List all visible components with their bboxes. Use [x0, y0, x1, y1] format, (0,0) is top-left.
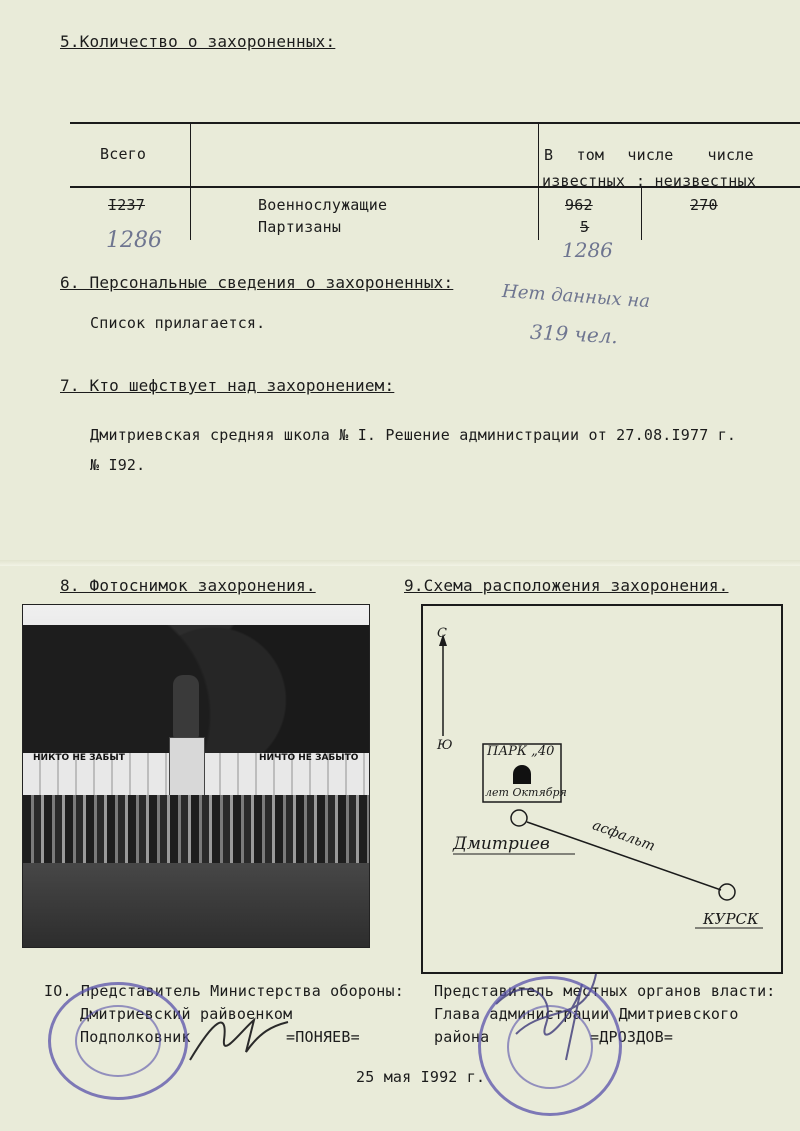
row1-known: 962	[565, 196, 593, 214]
row1-unknown: 270	[690, 196, 718, 214]
signature-right-line3: района	[434, 1028, 490, 1046]
signature-left-line1: IO. Представитель Министерства обороны:	[44, 982, 404, 1000]
compass-south-label: Ю	[437, 738, 453, 753]
signature-left-name: =ПОНЯЕВ=	[286, 1028, 360, 1046]
col-total-header: Всего	[100, 145, 147, 163]
section6-text: Список прилагается.	[90, 314, 266, 332]
col-unknown-header: : неизвестных	[636, 172, 756, 190]
park-label-line2: лет Октября	[485, 786, 567, 799]
photo-ground	[23, 863, 369, 948]
section8-heading: 8. Фотоснимок захоронения.	[60, 576, 316, 595]
section7-line1: Дмитриевская средняя школа № I. Решение администрации от 27.08.I977 г.	[90, 426, 737, 444]
kursk-point-icon	[719, 884, 735, 900]
row2-known: 5	[580, 218, 590, 236]
handwritten-known: 1286	[562, 238, 613, 262]
signature-left-line2: Дмитриевский райвоенком	[80, 1005, 293, 1023]
dmitriev-point-icon	[511, 810, 527, 826]
row1-total: I237	[108, 196, 145, 214]
section9-heading: 9.Схема расположения захоронения.	[404, 576, 729, 595]
signature-right-line2: Глава администрации Дмитриевского	[434, 1005, 739, 1023]
table-vline-3	[641, 188, 642, 240]
handwritten-total: 1286	[106, 228, 162, 253]
stamp-left	[48, 982, 188, 1100]
photo-statue	[173, 675, 199, 739]
photo-wall-text-left: НИКТО НЕ ЗАБЫТ	[33, 753, 125, 763]
stamp-right-inner	[507, 1005, 593, 1089]
section5-heading: 5.Количество о захороненных:	[60, 32, 336, 51]
road-label: асфальт	[590, 817, 658, 855]
section7-line2: № I92.	[90, 456, 146, 474]
table-top-rule	[70, 122, 800, 124]
city-start-label: Дмитриев	[453, 834, 550, 854]
compass-north-label: С	[437, 626, 447, 641]
stamp-right	[478, 976, 622, 1116]
table-vline-1	[190, 122, 191, 240]
col-including-header: В том числе числе	[544, 146, 754, 164]
row1-category: Военнослужащие	[258, 196, 388, 214]
row2-category: Партизаны	[258, 218, 342, 236]
memorial-photo	[22, 604, 370, 948]
signature-right-line1: Представитель местных органов власти:	[434, 982, 776, 1000]
handwritten-note-1: Нет данных на	[501, 280, 651, 313]
monument-icon	[513, 765, 531, 784]
park-label-line1: ПАРК „40	[487, 744, 555, 759]
table-vline-2	[538, 122, 539, 240]
section6-heading: 6. Персональные сведения о захороненных:	[60, 273, 454, 292]
photo-wall-text-right: НИЧТО НЕ ЗАБЫТО	[259, 753, 359, 763]
section7-heading: 7. Кто шефствует над захоронением:	[60, 376, 395, 395]
paper-fold	[0, 560, 800, 566]
city-end-label: КУРСК	[703, 910, 759, 928]
handwritten-note-2: 319 чел.	[529, 319, 619, 349]
signature-left-line3: Подполковник	[80, 1028, 191, 1046]
signature-right-name: =ДРОЗДОВ=	[590, 1028, 674, 1046]
col-known-header: известных	[542, 172, 626, 190]
signature-left-scribble	[184, 1000, 294, 1070]
stamp-left-inner	[75, 1005, 161, 1077]
location-scheme-map	[421, 604, 783, 974]
photo-crowd	[23, 795, 369, 865]
document-date: 25 мая I992 г.	[356, 1068, 486, 1086]
